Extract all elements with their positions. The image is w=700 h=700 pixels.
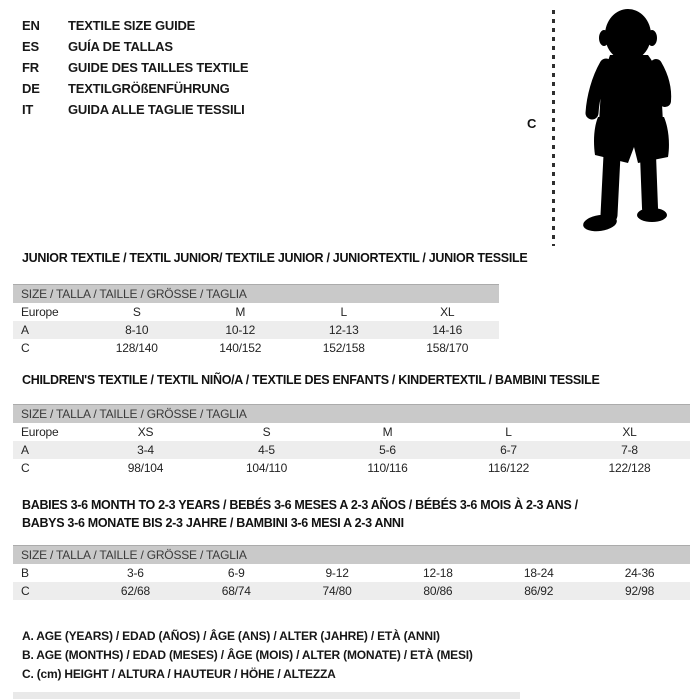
table-row bbox=[13, 441, 690, 459]
cropped-next-table-bar bbox=[13, 692, 520, 699]
babies-size-table bbox=[13, 545, 690, 600]
language-label: TEXTILE SIZE GUIDE bbox=[68, 18, 196, 33]
size-cell: 24-36 bbox=[624, 566, 655, 580]
size-cell: 6-7 bbox=[500, 443, 517, 457]
children-size-table bbox=[13, 404, 690, 477]
note-c-height-cm: C. (cm) HEIGHT / ALTURA / HAUTEUR / HÖHE / ALTEZZA bbox=[22, 667, 336, 681]
size-cell: 68/74 bbox=[221, 584, 251, 598]
language-label: GUIDA ALLE TAGLIE TESSILI bbox=[68, 102, 245, 117]
toddler-silhouette-icon bbox=[564, 5, 699, 245]
note-b-age-months: B. AGE (MONTHS) / EDAD (MESES) / ÂGE (MOIS) / ALTER (MONATE) / ETÀ (MESI) bbox=[22, 648, 473, 662]
size-cell: S bbox=[262, 425, 271, 439]
size-cell: 140/152 bbox=[219, 341, 262, 355]
size-cell: M bbox=[235, 305, 246, 319]
row-label: A bbox=[21, 323, 29, 337]
size-header-bar: SIZE / TALLA / TAILLE / GRÖSSE / TAGLIA bbox=[13, 404, 690, 423]
size-cell: 12-13 bbox=[328, 323, 359, 337]
size-cell: 3-4 bbox=[137, 443, 154, 457]
row-label: B bbox=[21, 566, 29, 580]
children-section-title: CHILDREN'S TEXTILE / TEXTIL NIÑO/A / TEXTILE DES ENFANTS / KINDERTEXTIL / BAMBINI TESSILE bbox=[22, 373, 600, 387]
junior-section-title: JUNIOR TEXTILE / TEXTIL JUNIOR/ TEXTILE JUNIOR / JUNIORTEXTIL / JUNIOR TESSILE bbox=[22, 251, 528, 265]
size-cell: XL bbox=[622, 425, 637, 439]
size-cell: 6-9 bbox=[227, 566, 245, 580]
size-cell: L bbox=[340, 305, 347, 319]
size-cell: 3-6 bbox=[127, 566, 144, 580]
language-row bbox=[22, 15, 248, 36]
size-cell: 98/104 bbox=[127, 461, 164, 475]
babies-title-line-2: BABYS 3-6 MONATE BIS 2-3 JAHRE / BAMBINI 3-6 MESI A 2-3 ANNI bbox=[22, 516, 404, 530]
language-code: EN bbox=[22, 18, 40, 33]
height-measure-label: C bbox=[527, 116, 537, 131]
table-row bbox=[13, 303, 499, 321]
size-cell: 110/116 bbox=[367, 461, 408, 475]
note-a-age-years: A. AGE (YEARS) / EDAD (AÑOS) / ÂGE (ANS) / ALTER (JAHRE) / ETÀ (ANNI) bbox=[22, 629, 440, 643]
table-row bbox=[13, 564, 690, 582]
size-header-bar: SIZE / TALLA / TAILLE / GRÖSSE / TAGLIA bbox=[13, 284, 499, 303]
size-cell: 92/98 bbox=[625, 584, 655, 598]
children-table-rows bbox=[13, 423, 690, 477]
size-cell: M bbox=[382, 425, 393, 439]
size-cell: 10-12 bbox=[225, 323, 256, 337]
size-cell: 8-10 bbox=[125, 323, 149, 337]
language-code: IT bbox=[22, 102, 34, 117]
size-cell: 62/68 bbox=[120, 584, 150, 598]
language-row bbox=[22, 78, 248, 99]
size-cell: 5-6 bbox=[379, 443, 396, 457]
size-cell: 12-18 bbox=[423, 566, 453, 580]
size-cell: L bbox=[505, 425, 512, 439]
language-code: FR bbox=[22, 60, 39, 75]
language-label: GUIDE DES TAILLES TEXTILE bbox=[68, 60, 249, 75]
size-cell: 116/122 bbox=[487, 461, 530, 475]
language-label: TEXTILGRÖßENFÜHRUNG bbox=[68, 81, 230, 96]
language-row bbox=[22, 36, 248, 57]
size-cell: 80/86 bbox=[423, 584, 453, 598]
size-cell: 14-16 bbox=[432, 323, 463, 337]
size-cell: 152/158 bbox=[322, 341, 365, 355]
size-cell: 158/170 bbox=[426, 341, 469, 355]
size-cell: 104/110 bbox=[245, 461, 288, 475]
language-list bbox=[22, 15, 248, 120]
language-code: DE bbox=[22, 81, 40, 96]
size-cell: 86/92 bbox=[524, 584, 554, 598]
table-row bbox=[13, 459, 690, 477]
table-row bbox=[13, 423, 690, 441]
babies-section-title bbox=[22, 496, 578, 532]
size-cell: S bbox=[132, 305, 141, 319]
size-cell: 4-5 bbox=[258, 443, 275, 457]
table-row bbox=[13, 339, 499, 357]
row-label: C bbox=[21, 461, 30, 475]
junior-table-rows bbox=[13, 303, 499, 357]
table-row bbox=[13, 321, 499, 339]
size-cell: 18-24 bbox=[523, 566, 554, 580]
legend-notes bbox=[22, 627, 473, 684]
size-cell: XL bbox=[440, 305, 455, 319]
babies-title-line-1: BABIES 3-6 MONTH TO 2-3 YEARS / BEBÉS 3-6 MESES A 2-3 AÑOS / BÉBÉS 3-6 MOIS À 2-3 ANS / bbox=[22, 498, 578, 512]
size-cell: XS bbox=[137, 425, 154, 439]
size-cell: 74/80 bbox=[322, 584, 352, 598]
row-label: C bbox=[21, 341, 30, 355]
size-cell: 122/128 bbox=[608, 461, 651, 475]
size-cell: 9-12 bbox=[325, 566, 349, 580]
table-row bbox=[13, 582, 690, 600]
babies-table-rows bbox=[13, 564, 690, 600]
row-label: C bbox=[21, 584, 30, 598]
size-cell: 7-8 bbox=[621, 443, 638, 457]
language-label: GUÍA DE TALLAS bbox=[68, 39, 173, 54]
row-label: Europe bbox=[21, 305, 59, 319]
junior-size-table bbox=[13, 284, 499, 357]
size-header-bar: SIZE / TALLA / TAILLE / GRÖSSE / TAGLIA bbox=[13, 545, 690, 564]
height-measure-dashed-line bbox=[552, 10, 555, 246]
language-row bbox=[22, 57, 248, 78]
row-label: Europe bbox=[21, 425, 59, 439]
row-label: A bbox=[21, 443, 29, 457]
language-code: ES bbox=[22, 39, 39, 54]
size-cell: 128/140 bbox=[115, 341, 158, 355]
language-row bbox=[22, 99, 248, 120]
